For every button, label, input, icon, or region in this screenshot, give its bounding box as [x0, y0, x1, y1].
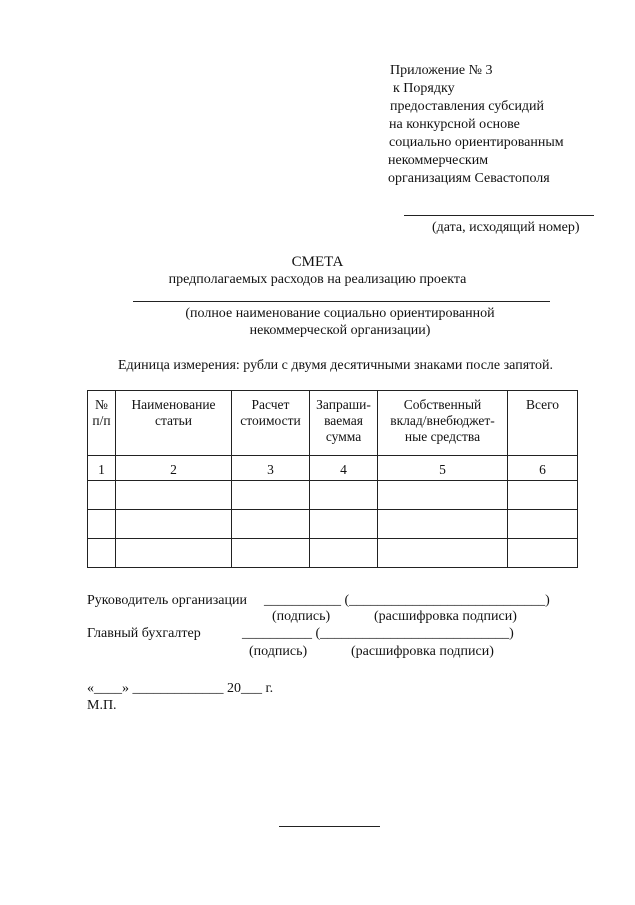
- document-title: СМЕТА: [291, 254, 344, 270]
- table-row: [88, 481, 578, 510]
- header-text: №: [95, 397, 108, 412]
- table-cell[interactable]: [232, 510, 310, 539]
- table-cell[interactable]: [508, 481, 578, 510]
- column-number: 6: [508, 456, 578, 481]
- table-cell[interactable]: [378, 481, 508, 510]
- table-cell[interactable]: [116, 481, 232, 510]
- head-signature-label: Руководитель организации: [87, 593, 247, 608]
- head-signature-line[interactable]: ___________ (____________________________): [264, 593, 550, 608]
- header-cell-total: [508, 391, 578, 456]
- appendix-line: предоставления субсидий: [390, 99, 545, 114]
- table-header-row: [88, 391, 578, 456]
- appendix-line: на конкурсной основе: [389, 117, 520, 132]
- header-text: Собственный: [403, 397, 482, 412]
- header-text: сумма: [325, 429, 362, 444]
- table-cell[interactable]: [88, 481, 116, 510]
- header-text: статьи: [155, 413, 192, 428]
- header-text: п/п: [92, 413, 111, 428]
- table-cell[interactable]: [378, 539, 508, 568]
- stamp-placeholder: М.П.: [87, 698, 117, 713]
- table-row: [88, 510, 578, 539]
- column-number: 2: [116, 456, 232, 481]
- unit-note: Единица измерения: рубли с двумя десятичными знаками после запятой.: [118, 358, 554, 373]
- header-cell-calculation: [232, 391, 310, 456]
- table-cell[interactable]: [508, 539, 578, 568]
- org-name-caption: (полное наименование социально ориентированной: [185, 306, 495, 321]
- appendix-line: к Порядку: [393, 81, 455, 96]
- header-cell-item: [116, 391, 232, 456]
- date-number-line: [404, 215, 594, 216]
- header-text: Всего: [525, 397, 560, 412]
- header-cell-own-contribution: [378, 391, 508, 456]
- table-cell[interactable]: [508, 510, 578, 539]
- table-cell[interactable]: [378, 510, 508, 539]
- document-date-line[interactable]: «____» _____________ 20___ г.: [87, 681, 274, 696]
- header-text: Расчет: [251, 397, 290, 412]
- table-cell[interactable]: [88, 539, 116, 568]
- header-cell-requested: [310, 391, 378, 456]
- header-text: стоимости: [240, 413, 301, 428]
- header-text: вклад/внебюджет-: [390, 413, 495, 428]
- table-cell[interactable]: [116, 510, 232, 539]
- head-decode-caption: (расшифровка подписи): [374, 609, 517, 624]
- accountant-decode-caption: (расшифровка подписи): [351, 644, 494, 659]
- footer-separator: [279, 826, 380, 827]
- estimate-table: [87, 390, 578, 568]
- table-cell[interactable]: [310, 481, 378, 510]
- header-text: Запраши-: [316, 397, 371, 412]
- table-cell[interactable]: [88, 510, 116, 539]
- header-cell-number: [88, 391, 116, 456]
- table-row: [88, 539, 578, 568]
- document-subtitle: предполагаемых расходов на реализацию проекта: [168, 272, 467, 287]
- head-signature-caption: (подпись): [272, 609, 331, 624]
- column-number: 1: [88, 456, 116, 481]
- appendix-line: социально ориентированным: [389, 135, 564, 150]
- org-name-line: [133, 301, 550, 302]
- column-number: 3: [232, 456, 310, 481]
- table-cell[interactable]: [310, 539, 378, 568]
- date-number-caption: (дата, исходящий номер): [432, 220, 580, 235]
- column-number: 5: [378, 456, 508, 481]
- appendix-line: некоммерческим: [388, 153, 489, 168]
- org-name-caption: некоммерческой организации): [249, 323, 431, 338]
- accountant-signature-line[interactable]: __________ (___________________________): [242, 626, 514, 641]
- accountant-signature-label: Главный бухгалтер: [87, 626, 201, 641]
- header-text: Наименование: [131, 397, 216, 412]
- header-text: ваемая: [324, 413, 363, 428]
- column-number: 4: [310, 456, 378, 481]
- table-cell[interactable]: [232, 481, 310, 510]
- appendix-line: Приложение № 3: [390, 63, 493, 78]
- header-text: ные средства: [404, 429, 481, 444]
- accountant-signature-caption: (подпись): [249, 644, 308, 659]
- table-cell[interactable]: [310, 510, 378, 539]
- table-number-row: [88, 456, 578, 481]
- table-cell[interactable]: [116, 539, 232, 568]
- table-cell[interactable]: [232, 539, 310, 568]
- appendix-line: организациям Севастополя: [388, 171, 550, 186]
